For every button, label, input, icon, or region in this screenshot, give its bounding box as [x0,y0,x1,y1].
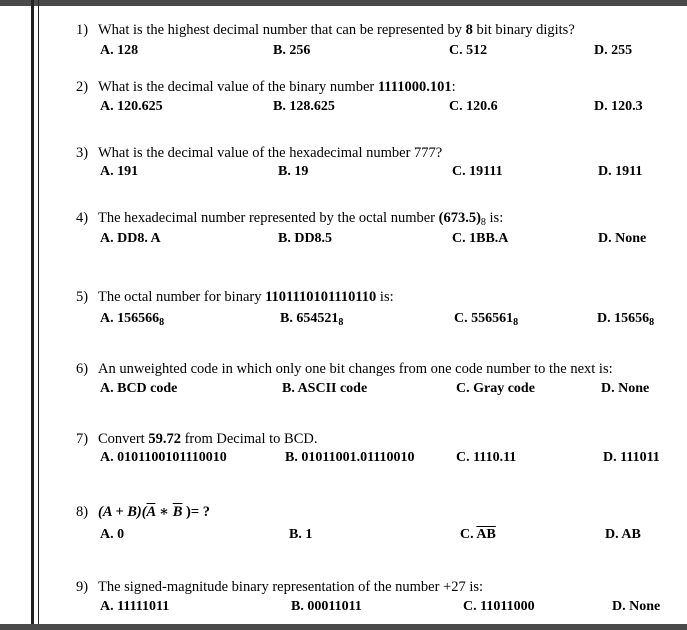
option-c[interactable]: C. 11011000 [463,599,535,614]
option-label: C. 556561 [454,311,514,326]
option-d[interactable]: D. 1911 [598,164,643,179]
question-text-end: bit binary digits? [472,22,575,38]
option-c[interactable]: C. 1110.11 [456,450,517,465]
option-c[interactable] [460,527,496,543]
option-c[interactable]: C. 19111 [452,164,503,179]
option-c[interactable]: C. 512 [449,43,488,58]
question-number: 4) [76,210,89,226]
option-c[interactable]: C. 120.6 [449,99,498,114]
bottom-border [0,624,687,630]
expression-operator: ∗ [155,504,173,520]
question-text: What is the highest decimal number that can be represented by [98,22,466,38]
option-a[interactable]: A. 191 [100,164,139,179]
question-text: What is the decimal value of the hexadecimal number 777? [98,145,443,161]
question-number: 9) [76,579,89,595]
base-subscript: 8 [513,317,519,328]
option-b[interactable]: B. 1 [289,527,313,542]
question-emphasis: (673.5) [438,210,481,226]
expression-complement-a: $\overline{A}$ [146,504,156,520]
question-text-end: from Decimal to BCD. [180,431,318,447]
question-2-text [76,79,456,96]
option-label: D. 15656 [597,311,650,326]
option-a[interactable]: A. 120.625 [100,99,163,114]
option-a[interactable]: A. 11111011 [100,599,170,614]
option-a[interactable]: A. 0 [100,527,125,542]
option-label: B. 654521 [280,311,339,326]
option-c[interactable]: C. 1BB.A [452,231,509,246]
complement-ab: $\overline{AB}$ [476,527,496,542]
expression-part: (A + B)( [98,504,147,520]
option-d[interactable]: D. None [612,599,661,614]
option-a[interactable]: A. BCD code [100,381,178,396]
question-8-text [76,503,210,521]
question-emphasis: 59.72 [148,431,181,447]
left-margin-rule-thin [38,0,39,630]
question-number: 8) [76,504,89,520]
question-9-text [76,579,483,596]
option-c[interactable] [454,311,518,328]
question-1-text [76,22,575,39]
question-number: 6) [76,361,89,377]
option-b[interactable]: B. 00011011 [291,599,362,614]
question-number: 3) [76,145,89,161]
option-a[interactable] [100,311,164,328]
option-d[interactable]: D. 255 [594,43,633,58]
question-text: What is the decimal value of the binary number [98,79,378,95]
option-d[interactable]: D. 120.3 [594,99,643,114]
option-d[interactable]: D. 111011 [603,450,660,465]
top-border [0,0,687,6]
question-text: The hexadecimal number represented by the octal number [98,210,439,226]
option-b[interactable]: B. ASCII code [282,381,368,396]
question-text: The octal number for binary [98,289,266,305]
question-text: An unweighted code in which only one bit changes from one code number to the next is: [98,361,613,377]
option-b[interactable]: B. 19 [278,164,309,179]
question-number: 7) [76,431,89,447]
option-b[interactable] [280,311,343,328]
option-a[interactable]: A. 128 [100,43,139,58]
option-b[interactable]: B. DD8.5 [278,231,333,246]
base-subscript: 8 [649,317,655,328]
question-6-text [76,361,613,378]
question-text-end: is: [376,289,394,305]
question-number: 5) [76,289,89,305]
base-subscript: 8 [159,317,165,328]
question-4-text [76,210,503,228]
option-a[interactable]: A. DD8. A [100,231,161,246]
option-d[interactable]: D. AB [605,527,641,542]
question-text: Convert [98,431,149,447]
question-7-text [76,431,318,448]
expression-end: )= ? [182,504,210,520]
base-subscript: 8 [338,317,344,328]
question-number: 1) [76,22,89,38]
question-emphasis: 8 [465,22,473,38]
question-text-end: : [451,79,456,95]
question-3-text [76,145,442,162]
expression-complement-b: $\overline{B}$ [172,504,183,520]
option-d[interactable] [597,311,654,328]
question-text-end: is: [485,210,504,226]
question-number: 2) [76,79,89,95]
question-emphasis: 1111000.101 [377,79,452,95]
option-label: A. 156566 [100,311,160,326]
option-label: C. [460,527,477,542]
base-subscript: 8 [480,217,486,228]
option-d[interactable]: D. None [601,381,650,396]
question-text: The signed-magnitude binary representation of the number +27 is: [98,579,484,595]
option-b[interactable]: B. 256 [273,43,311,58]
left-margin-rule [31,0,34,630]
option-a[interactable]: A. 0101100101110010 [100,450,227,465]
option-b[interactable]: B. 01011001.01110010 [285,450,415,465]
question-5-text [76,289,394,306]
option-c[interactable]: C. Gray code [456,381,535,396]
option-d[interactable]: D. None [598,231,647,246]
question-emphasis: 1101110101110110 [265,289,377,305]
option-b[interactable]: B. 128.625 [273,99,335,114]
